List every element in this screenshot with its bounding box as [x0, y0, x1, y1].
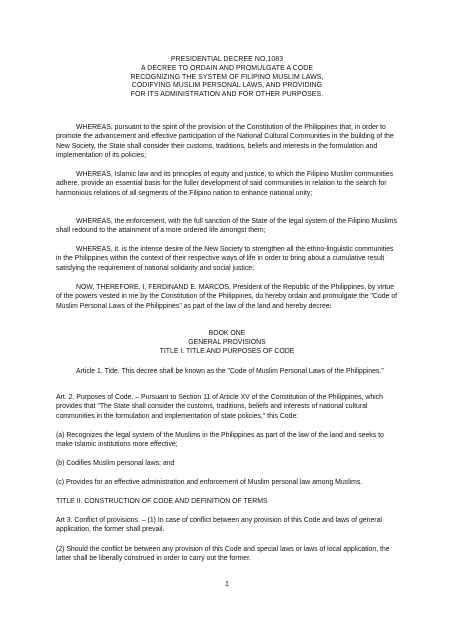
whereas-paragraph: WHEREAS, it. is the intense desire of the New Society to strengthen all the ethno-linguistic communities in the Philippines within the context of their respective ways of life in order to bring about a cumulative result satisfying the requirement of national solidarity and social justice; [56, 246, 394, 272]
page-number: 1 [225, 581, 229, 588]
whereas-paragraph: WHEREAS, pursuant to the spirit of the provision of the Constitution of the Philippines that, in order to promote the advancement and effective participation of the National Cultural Communities in the building of the New Society, the State shall consider their customs, traditions, beliefs and interests in the formulation and implementation of its policies; [56, 124, 394, 159]
clause-b: (b) Codifies Muslim personal laws; and [56, 460, 175, 467]
book-subtitle: GENERAL PROVISIONS [188, 339, 266, 346]
whereas-paragraph: WHEREAS, Islamic law and its principles of equity and justice, to which the Filipino Muslim communities adhere, provide an essential basis for the fuller development of said communities in relation to the search for harmonious relations of all segments of the Filipino nation to enhance national unity; [56, 171, 394, 197]
book-heading [60, 329, 394, 356]
book-title: BOOK ONE [208, 330, 246, 337]
whereas-paragraph: WHEREAS, the enforcement, with the full sanction of the State of the legal system of the Filipino Muslims shall redound to the attainment of a more ordered life amongst them; [56, 218, 397, 235]
article-1: Article 1. Tide. This decree shall be known as the "Code of Muslim Personal Laws of the Philippines." [76, 368, 384, 375]
clause-c: (c) Provides for an effective administration and enforcement of Muslim personal law among Muslims. [56, 479, 363, 486]
decree-title-line: CODIFYING MUSLIM PERSONAL LAWS, AND PROVIDING [131, 82, 323, 90]
decree-number: PRESIDENTIAL DECREE NO.1083 [170, 56, 284, 63]
now-therefore-paragraph: NOW, THEREFORE, I, FERDINAND E. MARCOS, President of the Republic of the Philippines, by virtue of the powers vested in me by the Constitution of the Philippines, do hereby ordain and promulgate the "Code of Muslim Personal Laws of the Philippines" as part of the law of the land and hereby decree: [56, 284, 398, 310]
decree-title-block [60, 56, 394, 100]
clause-a: (a) Recognizes the legal system of the Muslims in the Philippines as part of the law of the land and seeks to make Islamic institutions more effective; [56, 432, 384, 449]
article-3: Art 3. Conflict of provisions. – (1) In case of conflict between any provision of this Code and laws of general application, the former shall prevail. [56, 517, 382, 534]
decree-title-line: FOR ITS ADMINISTRATION AND FOR OTHER PURPOSES. [130, 91, 324, 99]
article-3-paragraph-2: (2) Should the conflict be between any provision of this Code and special laws or laws of local application, the latter shall be liberally construed in order to carry out the former. [56, 546, 390, 563]
article-2: Art. 2. Purposes of Code. – Pursuant to Section 11 of Article XV of the Constitution of the Philippines, which provides that "The State shall consider the customs, traditions, beliefs and interests of national cultural communities in the formulation and implementation of state policies," this Code: [56, 394, 383, 420]
decree-title-line: RECOGNIZING THE SYSTEM OF FILIPINO MUSLIM LAWS, [130, 73, 324, 81]
title-heading: TITLE I. TITLE AND PURPOSES OF CODE [159, 348, 295, 355]
decree-title-line: A DECREE TO ORDAIN AND PROMULGATE A CODE [140, 64, 314, 72]
title-ii-heading: TITLE II. CONSTRUCTION OF CODE AND DEFINITION OF TERMS [56, 498, 268, 505]
